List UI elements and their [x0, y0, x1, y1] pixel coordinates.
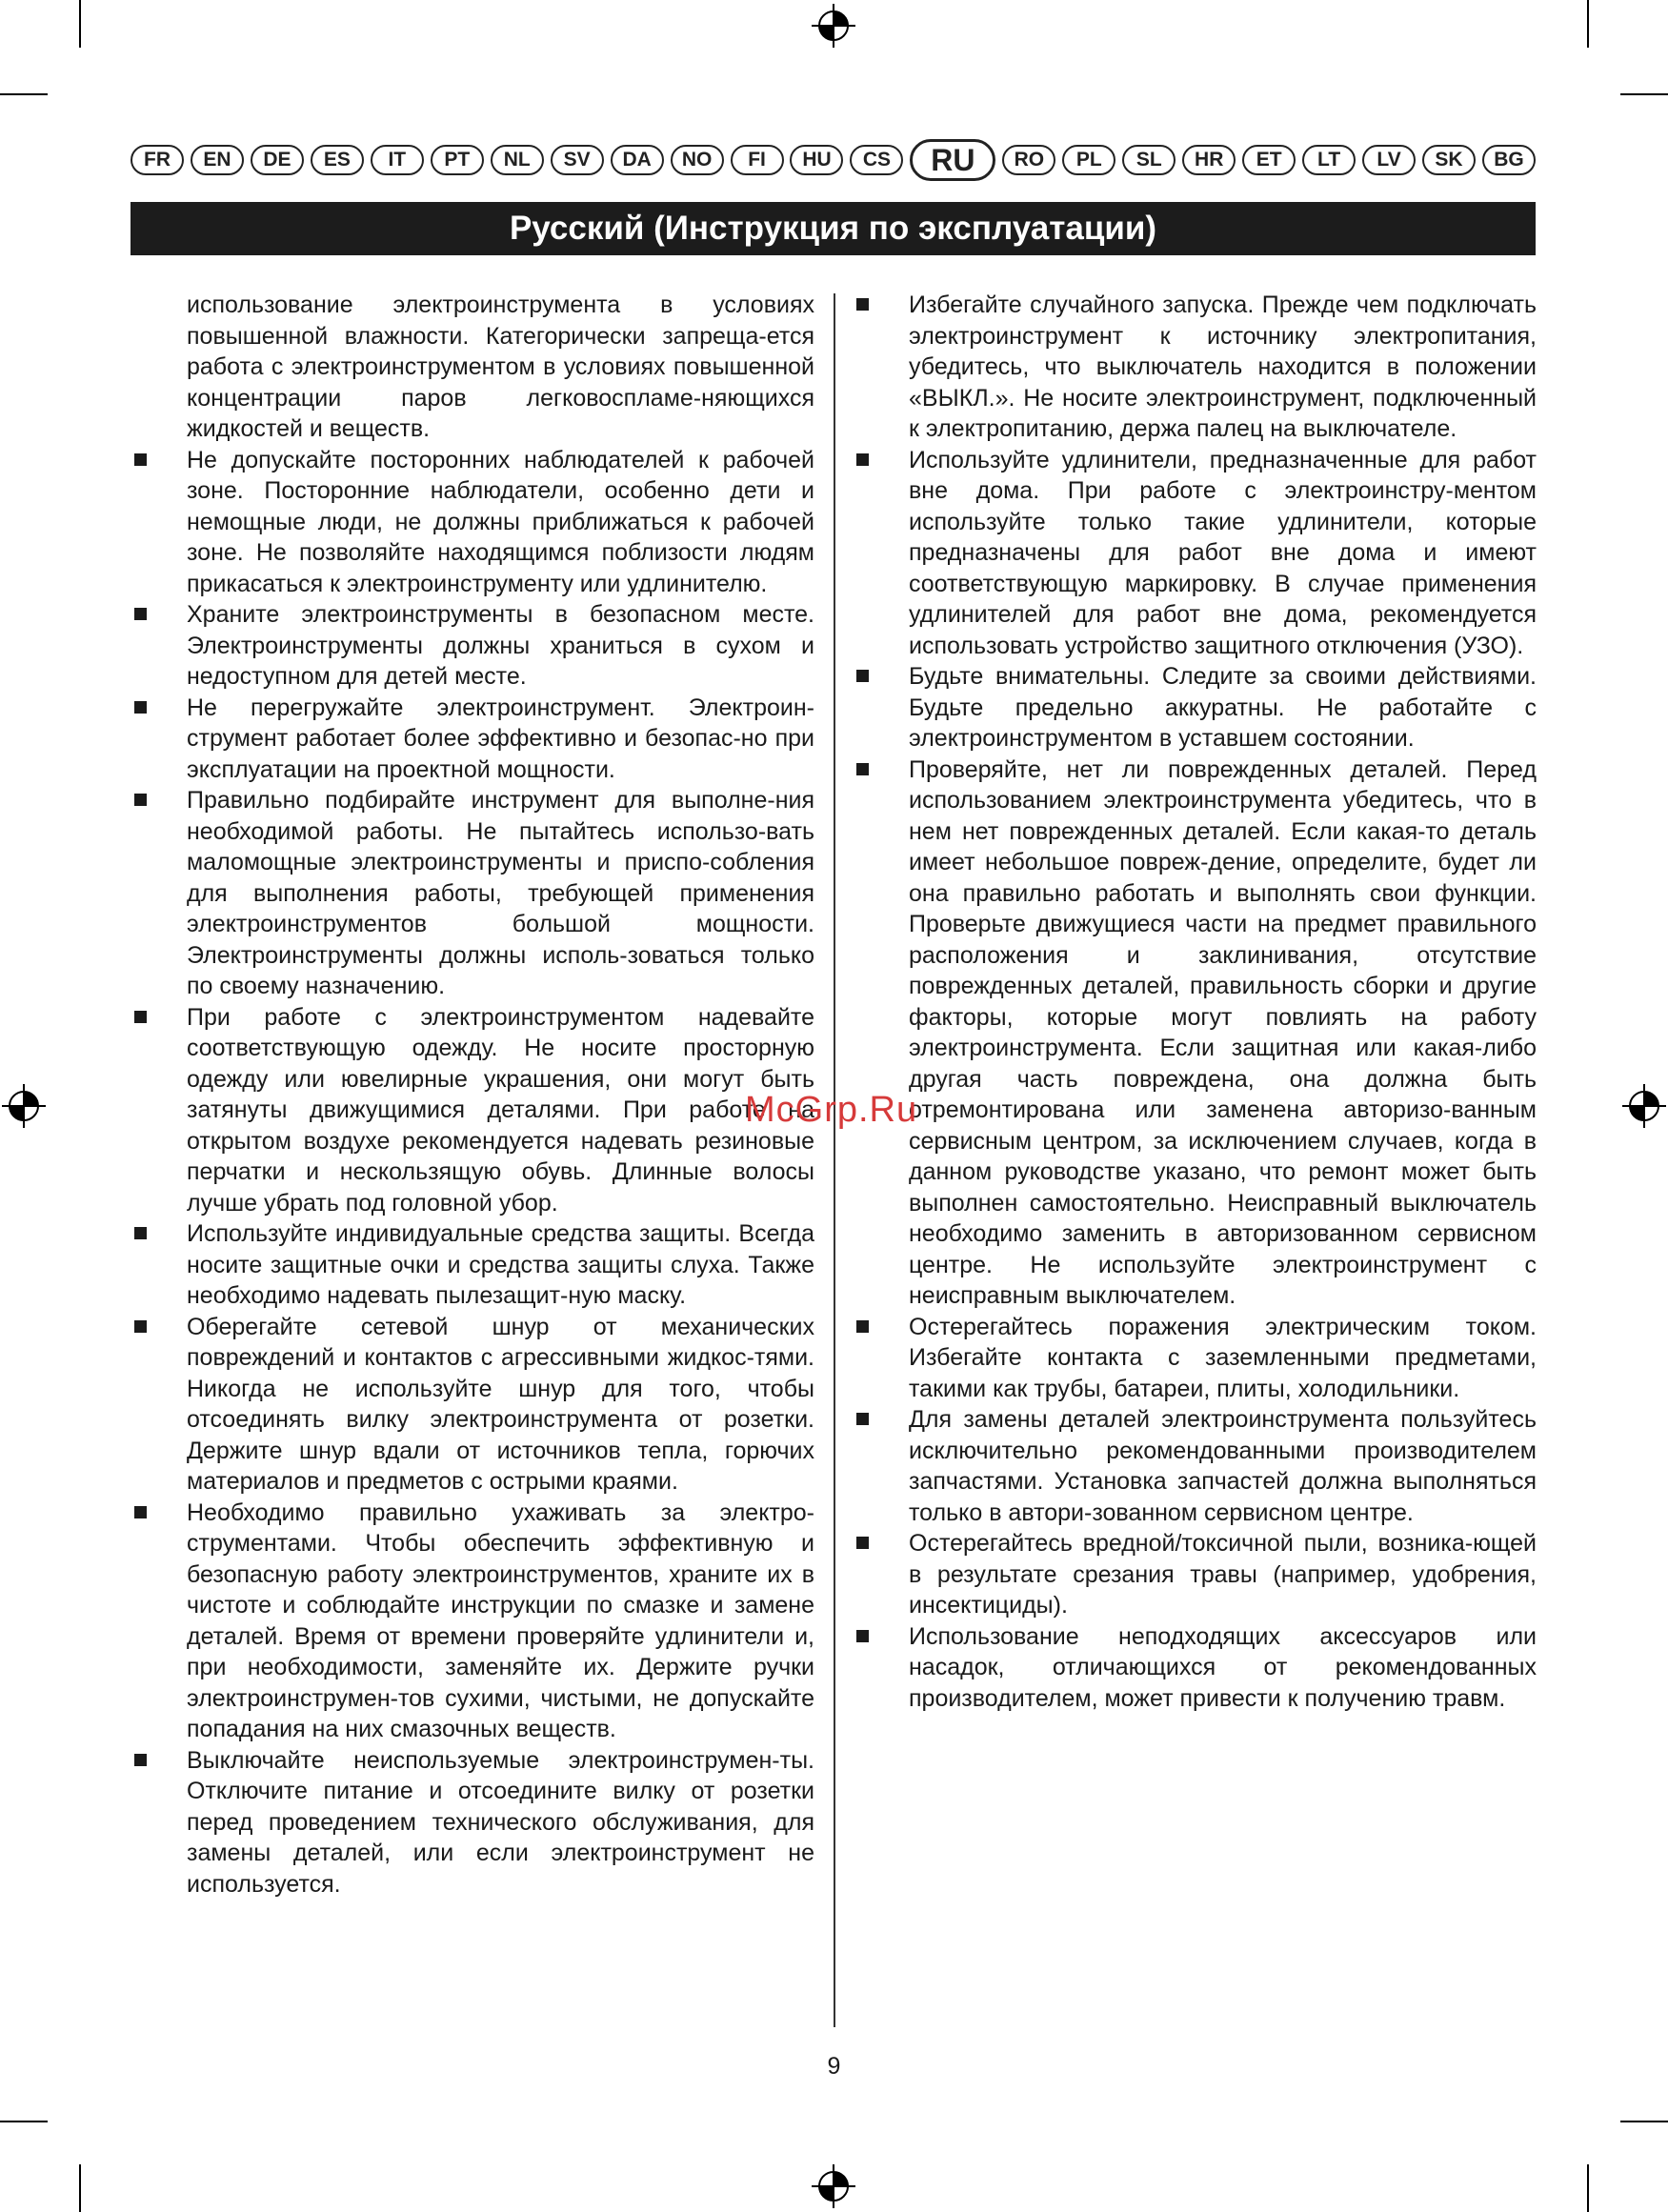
square-bullet-icon — [856, 670, 869, 682]
square-bullet-icon — [134, 701, 147, 714]
language-tab-hr[interactable]: HR — [1182, 145, 1236, 175]
language-tab-lv[interactable]: LV — [1362, 145, 1416, 175]
language-tab-es[interactable]: ES — [311, 145, 364, 175]
square-bullet-icon — [856, 763, 869, 775]
watermark: McGrp.Ru — [745, 1090, 918, 1130]
left-text-column — [187, 290, 814, 1900]
page-number: 9 — [827, 2053, 841, 2080]
language-tab-sl[interactable]: SL — [1122, 145, 1176, 175]
instruction-text: использование электроинструмента в условиях повышенной влажности. Категорически запреща-ется работа с электроинструментом в условиях повышенной концентрации паров легковоспламе-няющихся жидкостей и веществ. — [187, 292, 814, 442]
trim-mark — [1620, 2121, 1668, 2122]
instruction-text: Для замены деталей электроинструмента пользуйтесь исключительно рекомендованными производителем запчастями. Установка запчастей должна выполняться только в автори-зованном сервисном центре. — [909, 1406, 1537, 1526]
registration-mark-icon — [812, 2164, 855, 2208]
instruction-item — [187, 445, 814, 600]
language-tab-it[interactable]: IT — [371, 145, 424, 175]
instruction-text: Использование неподходящих аксессуаров или насадок, отличающихся от рекомендованных производителем, может привести к получению травм. — [909, 1622, 1537, 1712]
right-text-column — [909, 290, 1537, 1714]
language-tab-pl[interactable]: PL — [1062, 145, 1115, 175]
square-bullet-icon — [856, 1630, 869, 1642]
instruction-text: Не перегружайте электроинструмент. Электроин-струмент работает более эффективно и безопас-но при эксплуатации на проектной мощности. — [187, 694, 814, 783]
instruction-text: Избегайте случайного запуска. Прежде чем подключать электроинструмент к источнику электропитания, убедитесь, что выключатель находится в положении «ВЫКЛ.». Не носите электроинструмент, подключенный к электропитанию, держа палец на выключателе. — [909, 292, 1537, 442]
square-bullet-icon — [134, 1011, 147, 1023]
language-tab-nl[interactable]: NL — [491, 145, 544, 175]
language-tab-de[interactable]: DE — [251, 145, 304, 175]
language-tab-en[interactable]: EN — [191, 145, 244, 175]
trim-mark — [1587, 0, 1589, 48]
square-bullet-icon — [856, 453, 869, 466]
square-bullet-icon — [134, 794, 147, 806]
language-tab-sk[interactable]: SK — [1422, 145, 1476, 175]
trim-mark — [1587, 2164, 1589, 2212]
square-bullet-icon — [134, 453, 147, 466]
language-tab-sv[interactable]: SV — [551, 145, 604, 175]
language-tab-fr[interactable]: FR — [131, 145, 184, 175]
language-tab-fi[interactable]: FI — [731, 145, 784, 175]
instruction-text: Остерегайтесь поражения электрическим током. Избегайте контакта с заземленными предметами, такими как трубы, батареи, плиты, холодильники. — [909, 1313, 1537, 1402]
language-tab-pt[interactable]: PT — [431, 145, 484, 175]
square-bullet-icon — [856, 1537, 869, 1549]
instruction-item — [909, 1528, 1537, 1621]
instruction-item — [187, 1312, 814, 1498]
instruction-item — [187, 785, 814, 1002]
instruction-item — [909, 1312, 1537, 1405]
language-tab-et[interactable]: ET — [1242, 145, 1296, 175]
instruction-text: Используйте индивидуальные средства защиты. Всегда носите защитные очки и средства защиты слуха. Также необходимо надевать пылезащит-ную маску. — [187, 1220, 814, 1309]
trim-mark — [79, 2164, 81, 2212]
instruction-item — [187, 1745, 814, 1900]
instruction-text: Используйте удлинители, предназначенные для работ вне дома. При работе с электроинстру-ментом используйте только такие удлинители, которые предназначены для работ вне дома и имеют соответствующую маркировку. В случае применения удлинителей для работ вне дома, рекомендуется использовать устройство защитного отключения (УЗО). — [909, 446, 1537, 659]
instruction-item — [909, 290, 1537, 445]
language-tab-ru[interactable]: RU — [910, 139, 995, 181]
registration-mark-icon — [2, 1084, 46, 1128]
instruction-text: Не допускайте посторонних наблюдателей к рабочей зоне. Посторонние наблюдатели, особенно дети и немощные люди, не должны приближаться к рабочей зоне. Не позволяйте находящимся поблизости людям прикасаться к электроинструменту или удлинителю. — [187, 446, 814, 597]
instruction-item — [187, 693, 814, 786]
instruction-item — [909, 661, 1537, 754]
instruction-item — [187, 1002, 814, 1219]
trim-mark — [79, 0, 81, 48]
instruction-text: Выключайте неиспользуемые электроинструмен-ты. Отключите питание и отсоедините вилку от розетки перед проведением технического обслуживания, для замены деталей, или если электроинструмент не используется. — [187, 1746, 814, 1898]
instruction-item — [187, 1218, 814, 1312]
instruction-item — [909, 754, 1537, 1312]
language-tab-cs[interactable]: CS — [850, 145, 903, 175]
instruction-item — [187, 599, 814, 693]
instruction-item — [909, 1404, 1537, 1528]
page-title: Русский (Инструкция по эксплуатации) — [509, 210, 1157, 247]
instruction-text: При работе с электроинструментом надевайте соответствующую одежду. Не носите просторную одежду или ювелирные украшения, они могут быть затянуты движущимися деталями. При работе на открытом воздухе рекомендуется надевать резиновые перчатки и нескользящую обувь. Длинные волосы лучше убрать под головной убор. — [187, 1003, 814, 1217]
instruction-item — [909, 1621, 1537, 1715]
instruction-text: Остерегайтесь вредной/токсичной пыли, возника-ющей в результате срезания травы (например, удобрения, инсектициды). — [909, 1530, 1537, 1619]
square-bullet-icon — [856, 298, 869, 311]
trim-mark — [0, 93, 48, 95]
instruction-text: Необходимо правильно ухаживать за электро-струментами. Чтобы обеспечить эффективную и безопасную работу электроинструментов, храните их в чистоте и соблюдайте инструкции по смазке и замене деталей. Время от времени проверяйте удлинители и, при необходимости, заменяйте их. Держите ручки электроинструмен-тов сухими, чистыми, не допускайте попадания на них смазочных веществ. — [187, 1498, 814, 1742]
language-tab-hu[interactable]: HU — [790, 145, 843, 175]
language-tab-bg[interactable]: BG — [1482, 145, 1536, 175]
trim-mark — [1620, 93, 1668, 95]
language-tab-ro[interactable]: RO — [1002, 145, 1055, 175]
instruction-item — [909, 445, 1537, 662]
instruction-item — [187, 290, 814, 445]
instruction-text: Оберегайте сетевой шнур от механических повреждений и контактов с агрессивными жидкос-тями. Никогда не используйте шнур для того, чтобы отсоединять вилку электроинструмента от розетки. Держите шнур вдали от источников тепла, горючих материалов и предметов с острыми краями. — [187, 1313, 814, 1495]
section-title-bar — [131, 202, 1536, 255]
square-bullet-icon — [856, 1320, 869, 1333]
language-tab-lt[interactable]: LT — [1302, 145, 1356, 175]
instruction-text: Проверяйте, нет ли поврежденных деталей. Перед использованием электроинструмента убедитесь, что в нем нет поврежденных деталей. Если какая-то деталь имеет небольшое повреж-дение, определите, будет ли она правильно работать и выполнять свои функции. Проверьте движущиеся части на предмет правильного расположения и заклинивания, отсутствие поврежденных деталей, правильность сборки и другие факторы, которые могут повлиять на работу электроинструмента. Если защитная или какая-либо другая часть повреждена, она должна быть отремонтирована или заменена авторизо-ванным сервисным центром, за исключением случаев, когда в данном руководстве указано, что ремонт может быть выполнен самостоятельно. Неисправный выключатель необходимо заменить в авторизованном сервисном центре. Не используйте электроинструмент с неисправным выключателем. — [909, 755, 1537, 1309]
column-divider — [834, 293, 835, 2027]
square-bullet-icon — [856, 1413, 869, 1425]
registration-mark-icon — [1622, 1084, 1666, 1128]
square-bullet-icon — [134, 1320, 147, 1333]
language-tab-da[interactable]: DA — [611, 145, 664, 175]
registration-mark-icon — [812, 4, 855, 48]
square-bullet-icon — [134, 608, 147, 620]
square-bullet-icon — [134, 1227, 147, 1239]
square-bullet-icon — [134, 1754, 147, 1766]
language-tab-no[interactable]: NO — [671, 145, 724, 175]
instruction-text: Будьте внимательны. Следите за своими действиями. Будьте предельно аккуратны. Не работайте с электроинструментом в уставшем состоянии. — [909, 663, 1537, 752]
instruction-text: Правильно подбирайте инструмент для выполне-ния необходимой работы. Не пытайтесь использо-вать маломощные электроинструменты и приспо-собления для выполнения работы, требующей применения электроинструментов большой мощности. Электроинструменты должны исполь-зоваться только по своему назначению. — [187, 787, 814, 999]
language-selector-bar — [131, 141, 1536, 179]
trim-mark — [0, 2121, 48, 2122]
instruction-item — [187, 1498, 814, 1745]
square-bullet-icon — [134, 1506, 147, 1518]
instruction-text: Храните электроинструменты в безопасном месте. Электроинструменты должны храниться в сухом и недоступном для детей месте. — [187, 601, 814, 690]
